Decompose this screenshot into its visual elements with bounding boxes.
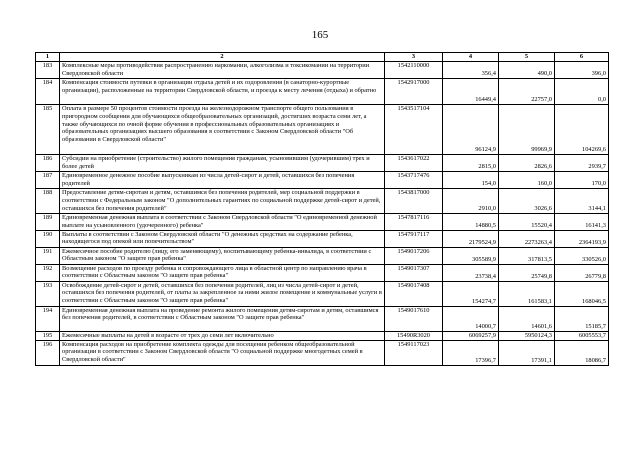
row-amount-col5: 5950124,3	[499, 331, 555, 340]
row-amount-col6: 2939,7	[555, 155, 609, 172]
row-code: 1549017307	[385, 264, 443, 281]
row-amount-col6: 16141,3	[555, 214, 609, 231]
row-amount-col6: 0,0	[555, 79, 609, 105]
row-amount-col6: 330526,0	[555, 247, 609, 264]
row-code: 1543517104	[385, 105, 443, 155]
row-name: Единовременное денежное пособие выпускникам из числа детей-сирот и детей, оставшихся без попечения родителей	[60, 172, 385, 189]
row-number: 194	[36, 306, 60, 331]
row-amount-col6: 2364193,9	[555, 230, 609, 247]
row-code: 1543617022	[385, 155, 443, 172]
row-amount-col5: 25749,8	[499, 264, 555, 281]
row-amount-col5: 22757,0	[499, 79, 555, 105]
row-amount-col4: 154274,7	[443, 281, 499, 306]
table-row	[36, 247, 609, 264]
table-row	[36, 281, 609, 306]
row-number: 189	[36, 214, 60, 231]
row-amount-col5: 317813,5	[499, 247, 555, 264]
row-number: 195	[36, 331, 60, 340]
row-amount-col5: 160,0	[499, 172, 555, 189]
column-header: 5	[499, 53, 555, 62]
column-header: 2	[60, 53, 385, 62]
row-amount-col4: 23738,4	[443, 264, 499, 281]
row-name: Компенсация стоимости путевки в организации отдыха детей и их оздоровления (в санаторно-курортные организации), расположенные на территории Свердловской области, и проезда к месту лечения (отдыха) и обратно	[60, 79, 385, 105]
row-name: Ежемесячные выплаты на детей в возрасте от трех до семи лет включительно	[60, 331, 385, 340]
row-amount-col6: 168046,5	[555, 281, 609, 306]
row-code: 1547817116	[385, 214, 443, 231]
row-amount-col5: 14601,6	[499, 306, 555, 331]
row-code: 1549117023	[385, 340, 443, 365]
row-name: Ежемесячное пособие родителю (лицу, его заменяющему), воспитывающему ребенка-инвалида, в соответствии с Областным законом "О защите прав ребенка"	[60, 247, 385, 264]
row-number: 184	[36, 79, 60, 105]
row-amount-col4: 6069257,9	[443, 331, 499, 340]
row-code: 1542917000	[385, 79, 443, 105]
row-amount-col6: 15185,7	[555, 306, 609, 331]
table-row	[36, 79, 609, 105]
row-code: 1543717476	[385, 172, 443, 189]
row-number: 196	[36, 340, 60, 365]
column-header: 6	[555, 53, 609, 62]
row-amount-col4: 2910,0	[443, 189, 499, 214]
table-row	[36, 62, 609, 79]
row-amount-col5: 15520,4	[499, 214, 555, 231]
row-name: Освобождение детей-сирот и детей, оставшихся без попечения родителей, лиц из числа детей-сирот и детей, оставшихся без попечения родителей, от платы за закрепленное за ними жилое помещение и коммунальные услуги в соответствии с Областным законом "О защите прав ребенка"	[60, 281, 385, 306]
table-row	[36, 306, 609, 331]
row-amount-col6: 6005553,7	[555, 331, 609, 340]
row-number: 186	[36, 155, 60, 172]
row-amount-col4: 14000,7	[443, 306, 499, 331]
row-amount-col5: 2273263,4	[499, 230, 555, 247]
column-header: 3	[385, 53, 443, 62]
row-number: 190	[36, 230, 60, 247]
row-amount-col6: 104269,6	[555, 105, 609, 155]
row-code: 1549017408	[385, 281, 443, 306]
row-amount-col5: 2826,6	[499, 155, 555, 172]
row-number: 187	[36, 172, 60, 189]
budget-table	[35, 52, 609, 366]
row-code: 1542110000	[385, 62, 443, 79]
row-amount-col5: 99969,9	[499, 105, 555, 155]
row-amount-col5: 3026,6	[499, 189, 555, 214]
row-amount-col6: 18086,7	[555, 340, 609, 365]
row-amount-col4: 2179524,9	[443, 230, 499, 247]
row-amount-col6: 170,0	[555, 172, 609, 189]
row-name: Оплата в размере 50 процентов стоимости проезда на железнодорожном транспорте общего пользования в пригородном сообщении для обучающихся общеобразовательных организаций, достигших возраста семи лет, а также обучающихся по очной форме обучения в профессиональных образовательных организациях и образовательных организациях высшего образования в соответствии с Законом Свердловской области "Об образовании в Свердловской области"	[60, 105, 385, 155]
row-amount-col4: 2815,0	[443, 155, 499, 172]
row-amount-col6: 396,0	[555, 62, 609, 79]
row-number: 193	[36, 281, 60, 306]
row-name: Единовременная денежная выплата на проведение ремонта жилого помещения детям-сиротам и детям, оставшимся без попечения родителей, в соответствии с Областным законом "О защите прав ребенка"	[60, 306, 385, 331]
row-number: 188	[36, 189, 60, 214]
row-amount-col5: 161583,1	[499, 281, 555, 306]
row-name: Единовременная денежная выплата в соответствии с Законом Свердловской области "О единовременной денежной выплате на усыновленного (удочеренного) ребенка"	[60, 214, 385, 231]
table-row	[36, 172, 609, 189]
table-row	[36, 331, 609, 340]
row-name: Компенсация расходов на приобретение комплекта одежды для посещения ребенком общеобразовательной организации в соответствии с Законом Свердловской области "О социальной поддержке многодетных семей в Свердловской области"	[60, 340, 385, 365]
row-name: Возмещение расходов по проезду ребенка и сопровождающего лица в областной центр по направлению врача в соответствии с Областным законом "О защите прав ребенка"	[60, 264, 385, 281]
column-header: 1	[36, 53, 60, 62]
row-amount-col4: 154,0	[443, 172, 499, 189]
row-amount-col4: 14880,5	[443, 214, 499, 231]
row-amount-col5: 17391,1	[499, 340, 555, 365]
table-row	[36, 264, 609, 281]
row-amount-col6: 26779,8	[555, 264, 609, 281]
row-code: 1547917117	[385, 230, 443, 247]
page-number: 165	[311, 29, 329, 41]
row-name: Комплексные меры противодействия распространению наркомании, алкоголизма и токсикомании на территории Свердловской области	[60, 62, 385, 79]
row-amount-col4: 356,4	[443, 62, 499, 79]
row-name: Выплаты в соответствии с Законом Свердловской области "О денежных средствах на содержание ребенка, находящегося под опекой или попечительством"	[60, 230, 385, 247]
table-row	[36, 105, 609, 155]
table-row	[36, 230, 609, 247]
row-amount-col4: 16449,4	[443, 79, 499, 105]
table-header-row	[36, 53, 609, 62]
row-amount-col4: 96124,9	[443, 105, 499, 155]
table-row	[36, 155, 609, 172]
row-code: 15490R3020	[385, 331, 443, 340]
row-code: 1543817000	[385, 189, 443, 214]
row-code: 1549017610	[385, 306, 443, 331]
row-amount-col4: 305589,9	[443, 247, 499, 264]
row-code: 1549017206	[385, 247, 443, 264]
row-number: 185	[36, 105, 60, 155]
table-row	[36, 340, 609, 365]
row-number: 191	[36, 247, 60, 264]
row-number: 183	[36, 62, 60, 79]
table-row	[36, 214, 609, 231]
row-name: Предоставление детям-сиротам и детям, оставшимся без попечения родителей, мер социальной поддержки в соответствии с Федеральным законом "О дополнительных гарантиях по социальной поддержке детей-сирот и детей, оставшихся без попечения родителей"	[60, 189, 385, 214]
row-name: Субсидии на приобретение (строительство) жилого помещения гражданам, усыновившим (удочерившим) трех и более детей	[60, 155, 385, 172]
row-amount-col4: 17396,7	[443, 340, 499, 365]
row-amount-col6: 3144,1	[555, 189, 609, 214]
column-header: 4	[443, 53, 499, 62]
table-row	[36, 189, 609, 214]
row-amount-col5: 490,0	[499, 62, 555, 79]
row-number: 192	[36, 264, 60, 281]
